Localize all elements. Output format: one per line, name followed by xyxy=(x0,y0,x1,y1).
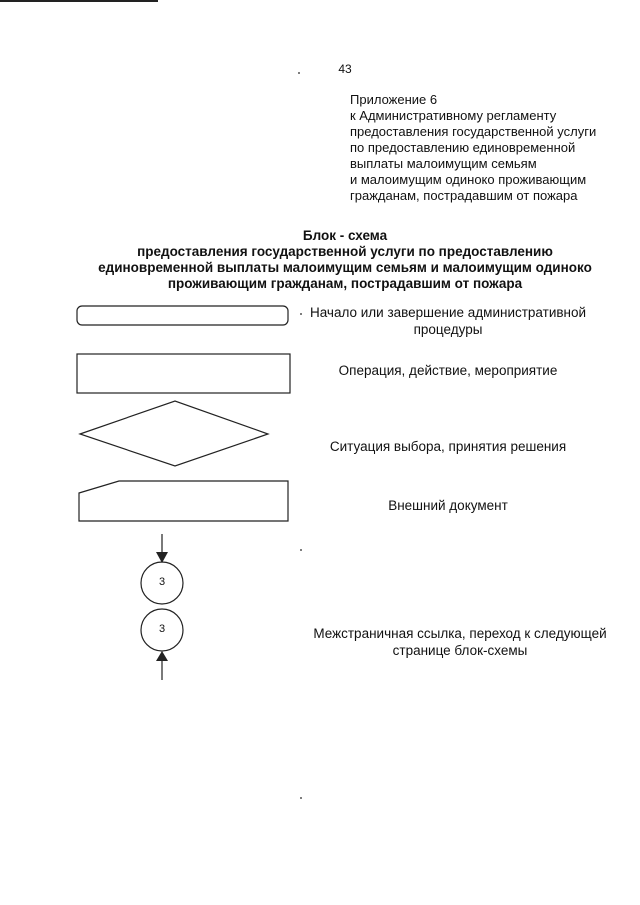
appendix-line: гражданам, пострадавшим от пожара xyxy=(350,188,578,203)
legend-line: процедуры xyxy=(413,322,483,337)
appendix-line: Приложение 6 xyxy=(350,92,438,107)
arrow-up-icon xyxy=(156,651,168,661)
appendix-line: к Административному регламенту xyxy=(350,108,557,123)
title-line: Блок - схема xyxy=(302,228,388,243)
terminator-shape xyxy=(77,306,288,325)
title-line: предоставления государственной услуги по предоставлению xyxy=(137,244,553,259)
legend-line: странице блок-схемы xyxy=(392,643,528,658)
page-number: 43 xyxy=(338,62,352,76)
appendix-line: предоставления государственной услуги xyxy=(350,124,597,139)
legend-operation-label xyxy=(308,362,588,379)
legend-start-end-label xyxy=(308,304,588,338)
scan-speck xyxy=(300,313,302,315)
appendix-line: и малоимущим одиноко проживающим xyxy=(350,172,587,187)
appendix-line: выплаты малоимущим семьям xyxy=(350,156,537,171)
connector-label-top: 3 xyxy=(158,576,166,588)
scan-speck xyxy=(300,549,302,551)
legend-line: Начало или завершение административной xyxy=(309,305,587,320)
process-shape xyxy=(77,354,290,393)
legend-line: Операция, действие, мероприятие xyxy=(338,363,558,378)
legend-connector-label xyxy=(300,625,620,659)
title-line: проживающим гражданам, пострадавшим от пожара xyxy=(167,276,523,291)
legend-line: Межстраничная ссылка, переход к следующей xyxy=(313,626,607,641)
legend-line: Ситуация выбора, принятия решения xyxy=(329,439,567,454)
scan-speck xyxy=(298,72,300,74)
appendix-line: по предоставлению единовременной xyxy=(350,140,576,155)
document-shape xyxy=(79,481,288,521)
scan-speck xyxy=(300,797,302,799)
legend-decision-label xyxy=(308,438,588,455)
title-line: единовременной выплаты малоимущим семьям и малоимущим одиноко xyxy=(98,260,592,275)
legend-line: Внешний документ xyxy=(388,498,508,513)
legend-document-label xyxy=(308,497,588,514)
connector-label-bottom: 3 xyxy=(158,623,166,635)
decision-shape xyxy=(80,401,268,466)
arrow-down-icon xyxy=(156,552,168,563)
